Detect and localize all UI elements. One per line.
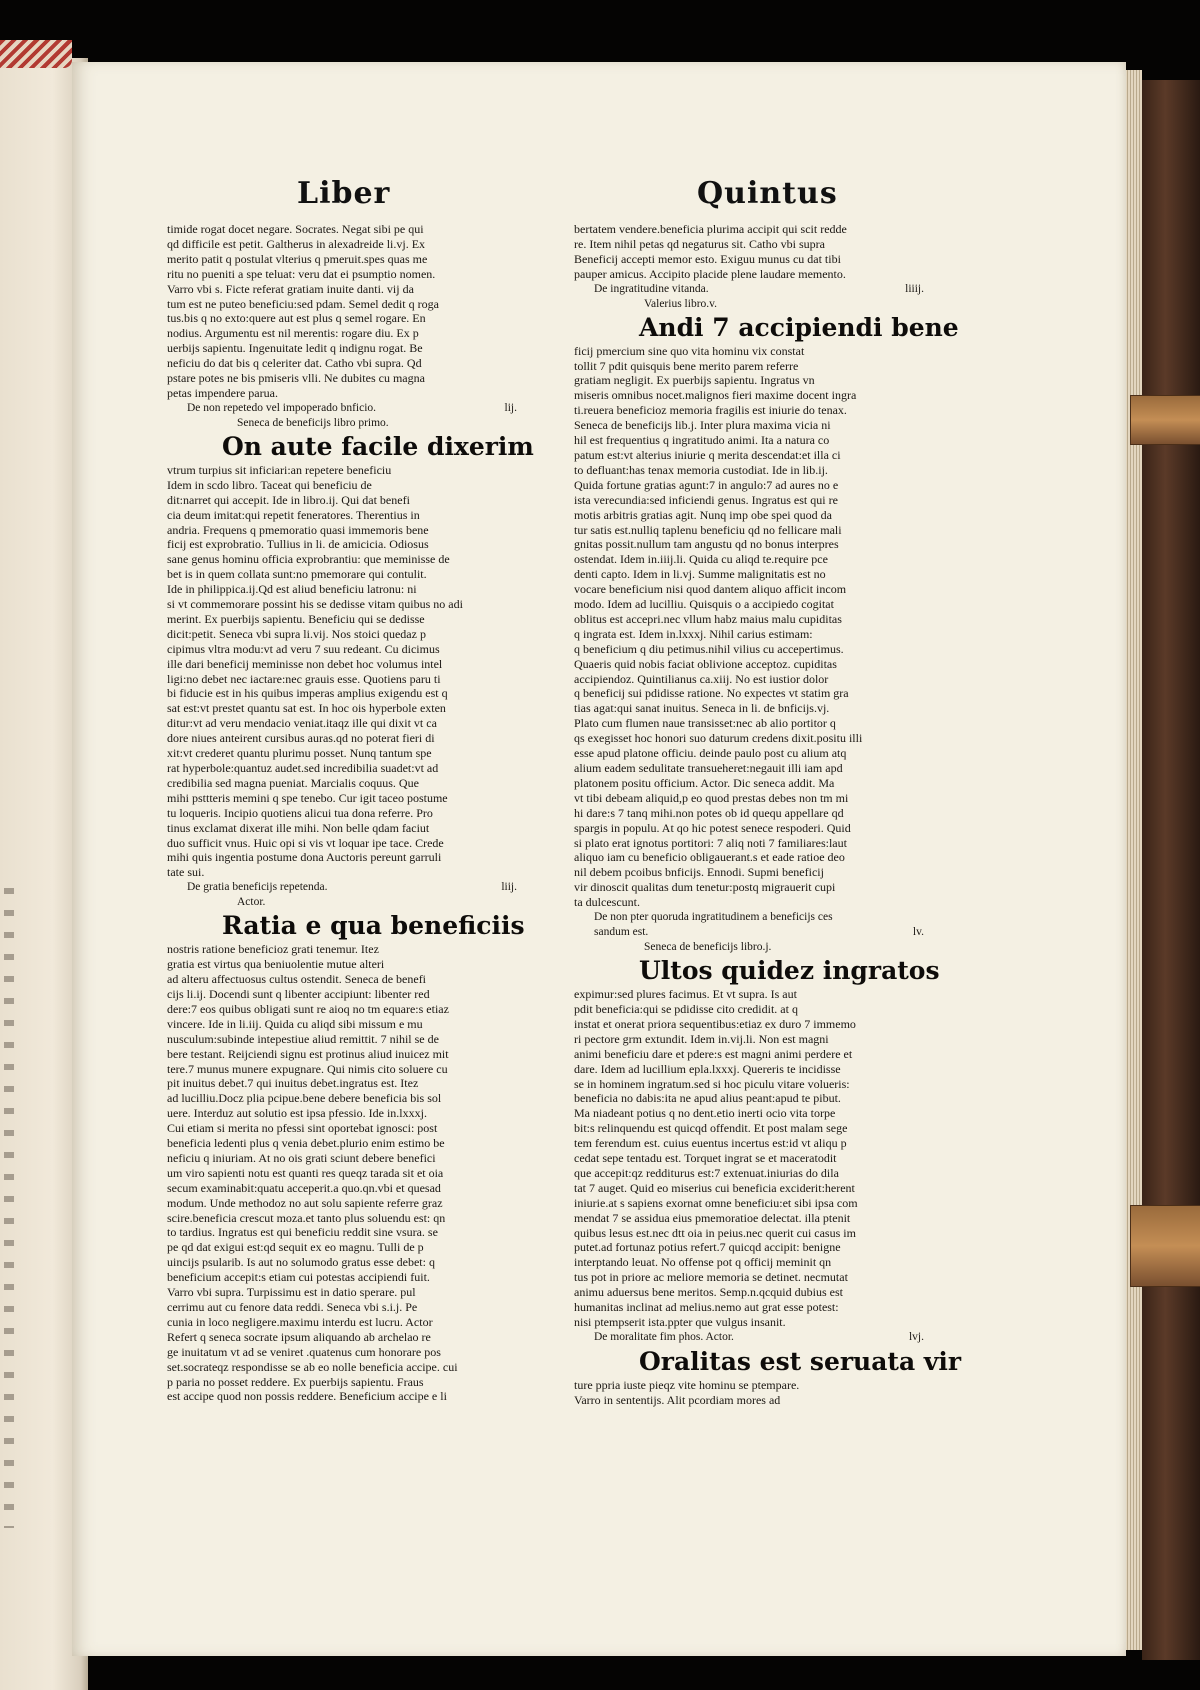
chapter-heading: On aute facile dixerim xyxy=(222,431,534,461)
text-line: ri pectore grm extundit. Idem in.vij.li. Non est magni xyxy=(574,1031,829,1046)
text-line: Plato cum flumen naue transisset:nec ab alio portitor q xyxy=(574,716,836,731)
text-line: tinus exclamat dixerat ille mihi. Non belle qdam faciut xyxy=(167,820,430,835)
text-line: ad lucilliu.Docz plia pcipue.bene debere beneficia bis sol xyxy=(167,1091,442,1106)
text-line: uere. Interduz aut solutio est ipsa pfessio. Ide in.lxxxj. xyxy=(167,1106,427,1121)
text-line: si vt commemorare possint his se dedisse vitam quibus no adi xyxy=(167,597,463,612)
text-line: pe qd dat exigui est:qd sequit ex eo magnu. Tulli de p xyxy=(167,1240,424,1255)
chapter-rubric-continued xyxy=(574,925,964,940)
text-line: dore niues anteirent cursibus auras.qd no poterat fieri di xyxy=(167,731,435,746)
text-line: putet.ad fortunaz potius refert.7 quicqd accipit: benigne xyxy=(574,1240,841,1255)
text-line: iniurie.at s sapiens exornat omne beneficiu:et sibi ipsa com xyxy=(574,1195,858,1210)
text-line: bi fiducie est in his quibus imperas amplius exigendu est q xyxy=(167,686,448,701)
left-top-text xyxy=(167,222,557,401)
text-line: platonem positu officium. Actor. Dic seneca addit. Ma xyxy=(574,775,835,790)
text-line: mihi quis ingentia postume dona Auctoris pereunt garruli xyxy=(167,850,442,865)
text-line: Quida fortune gratias agunt:7 in angulo:7 ad aures no e xyxy=(574,477,839,492)
text-line: vt tibi debeam aliquid,p eo quod prestas debes non tm mi xyxy=(574,790,849,805)
text-line: hil est frequentius q ingratitudo animi. Ita a natura co xyxy=(574,433,830,448)
text-line: uerbijs sapientu. Ingenuitate ledit q indignu rogat. Be xyxy=(167,341,423,356)
text-line: Ide in philippica.ij.Qd est aliud beneficiu latronu: ni xyxy=(167,582,417,597)
chapter-heading: Andi 7 accipiendi bene xyxy=(639,312,959,342)
source-attribution: Seneca de beneficijs libro.j. xyxy=(644,941,772,954)
text-line: bit:s relinquendu est quicqd offendit. Et post malam sege xyxy=(574,1121,848,1136)
text-line: tat 7 auget. Quid eo miserius cui beneficia exciderit:herent xyxy=(574,1180,855,1195)
source-attribution: Actor. xyxy=(237,896,266,909)
text-line: neficiu q iniuriam. At no ois grati sciunt debere benefici xyxy=(167,1150,436,1165)
text-line: instat et onerat priora sequentibus:etiaz ex duro 7 immemo xyxy=(574,1016,856,1031)
rubric-title: De ingratitudine vitanda. xyxy=(594,282,709,295)
text-line: to tardius. Ingratus est qui beneficiu reddit sine vsura. se xyxy=(167,1225,438,1240)
chapter-rubric xyxy=(167,880,557,895)
chapter-rubric xyxy=(167,401,557,416)
text-line: esse apud platone officiu. deinde paulo post cu alium atq xyxy=(574,746,847,761)
text-line: xit:vt crederet quantu plurimu posset. Nunq tantum spe xyxy=(167,746,432,761)
text-line: ostendat. Idem in.iiij.li. Quida cu aliqd te.require pce xyxy=(574,552,828,567)
text-line: quibus lesus est.nec dtt oia in peius.nec querit cui casus im xyxy=(574,1225,856,1240)
right-body-2 xyxy=(574,987,964,1330)
text-line: rat hyperbole:quantuz audet.sed incredibilia suadet:vt ad xyxy=(167,761,439,775)
text-line: vir dinoscit qualitas dum tenetur:postq migrauerit cupi xyxy=(574,880,836,895)
book-cover xyxy=(1142,80,1200,1660)
text-line: cerrimu aut cu fenore data reddi. Seneca vbi s.i.j. Pe xyxy=(167,1300,418,1314)
clasp-bottom xyxy=(1130,1205,1200,1287)
text-line: Quaeris quid nobis faciat oblivione acceptoz. cupiditas xyxy=(574,656,837,671)
text-line: cunia in loco negligere.maximu interdu est lucru. Actor xyxy=(167,1314,433,1329)
text-line: alium eadem sedulitate transueheret:negauit illi iam apd xyxy=(574,761,843,775)
text-line: ista verecundia:sed inficiendi genus. Ingratus est qui re xyxy=(574,492,838,507)
chapter-number: lij. xyxy=(504,401,517,414)
text-line: que accepit:qz redditurus est:7 extenuat.iniurias do dila xyxy=(574,1165,839,1180)
left-body-1 xyxy=(167,463,557,880)
text-line: q beneficium q diu petimus.nihil vilius cu accepertimus. xyxy=(574,641,844,656)
left-column xyxy=(167,222,557,1404)
text-line: ritu no pueniti a spe teluat: veru dat ei psumptio nomen. xyxy=(167,266,436,281)
text-line: re. Item nihil petas qd negaturus sit. Catho vbi supra xyxy=(574,236,825,251)
text-line: dare. Idem ad lucillium epla.lxxxj. Quereris te incidisse xyxy=(574,1061,841,1076)
text-line: tu loqueris. Incipio quotiens alicui tua dona referre. Pro xyxy=(167,805,433,820)
text-line: si plato erat ignotus portitori: 7 aliq noti 7 familiares:laut xyxy=(574,835,847,850)
text-line: tate sui. xyxy=(167,865,205,880)
text-line: q beneficij sui pdidisse ratione. No expectes vt statim gra xyxy=(574,686,849,701)
left-page-text-fragments xyxy=(4,888,14,1528)
text-line: Cui etiam si merita no pfessi sint oportebat ignosci: post xyxy=(167,1121,438,1136)
text-line: sat est:vt prestet quantu sat est. In hoc ois hyperbole exten xyxy=(167,701,446,716)
text-line: ge inuitatum vt ad se veniret .quatenus cum honorare pos xyxy=(167,1344,441,1359)
text-line: denti capto. Idem in li.vj. Summe malignitatis est no xyxy=(574,567,826,582)
text-line: uincijs psularib. Is aut no solumodo gratus esse debet: q xyxy=(167,1255,435,1270)
text-line: cijs li.ij. Docendi sunt q libenter accipiunt: libenter red xyxy=(167,986,430,1001)
text-line: modo. Idem ad lucilliu. Quisquis o a accipiedo cogitat xyxy=(574,597,834,612)
text-line: motis arbitris gratias agit. Nunq imp obe spei quod da xyxy=(574,507,832,522)
text-line: oblitus est accepri.nec vllum habz maius malu cupiditas xyxy=(574,611,842,626)
text-line: pstare potes ne bis pmiseris vlli. Ne dubites cu magna xyxy=(167,371,425,386)
text-line: tus.bis q no exto:quere aut est plus q semel rogare. En xyxy=(167,311,426,326)
text-line: beneficia ledenti plus q venia debet.plurio enim estimo be xyxy=(167,1136,445,1151)
text-line: neficiu do dat bis q celeriter dat. Catho vbi supra. Qd xyxy=(167,356,422,371)
text-line: qs exegisset hoc honori suo daturum credens dixit.positu illi xyxy=(574,731,863,746)
spine-bookmark xyxy=(0,40,72,68)
text-line: Ma niadeant potius q no dent.etio inerti ocio vita torpe xyxy=(574,1106,836,1121)
chapter-number: liiij. xyxy=(905,282,924,295)
text-line: accipiendoz. Quintilianus ca.xiij. No est iustior dolor xyxy=(574,671,829,686)
text-line: sane genus hominu officia exprobrantiu: que meminisse de xyxy=(167,552,450,567)
chapter-heading: Ratia e qua beneficiis xyxy=(222,911,525,941)
right-column xyxy=(574,222,964,1408)
text-line: gnitas possit.nullum tam angustu qd no bonus interpres xyxy=(574,537,839,552)
text-line: petas impendere parua. xyxy=(167,385,278,400)
text-line: Beneficij accepti memor esto. Exiguu munus cu dat tibi xyxy=(574,251,841,266)
text-line: scire.beneficia crescut moza.et tanto plus soluendu est: qn xyxy=(167,1210,446,1225)
clasp-top xyxy=(1130,395,1200,445)
text-line: bet is in quem collata sunt:no pmemorare qui contulit. xyxy=(167,567,427,582)
text-line: tur satis est.nulliq taplenu beneficiu qd no fellicare mali xyxy=(574,522,842,537)
text-line: pdit beneficia:qui se pdidisse cito credidit. at q xyxy=(574,1001,798,1016)
text-line: ille dari beneficij meminisse non debet hoc volumus intel xyxy=(167,656,443,671)
text-line: hi dare:s 7 tanq mihi.non potes ob id quequ appellare qd xyxy=(574,805,844,820)
text-line: vtrum turpius sit inficiari:an repetere beneficiu xyxy=(167,462,392,477)
text-line: ficij est exprobratio. Tullius in li. de amicicia. Odiosus xyxy=(167,537,429,552)
text-line: vocare beneficium nisi quod dantem aliquo afficit incom xyxy=(574,582,847,597)
rubric-title: De non pter quoruda ingratitudinem a beneficijs ces xyxy=(594,911,833,924)
text-line: bere testant. Reijciendi signu est protinus aliud inuicez mit xyxy=(167,1046,449,1061)
text-line: mihi psttteris memini q spe tenebo. Cur igit taceo postume xyxy=(167,790,448,805)
text-line: ture ppria iuste pieqz vite hominu se ptempare. xyxy=(574,1377,800,1392)
text-line: est accipe quod non possis reddere. Beneficium accipe e li xyxy=(167,1389,447,1404)
text-line: Idem in scdo libro. Taceat qui beneficiu de xyxy=(167,477,372,492)
text-line: pit inuitus debet.7 qui inuitus debet.ingratus est. Itez xyxy=(167,1076,419,1091)
text-line: interptando leuat. No offense pot q officij meminit qn xyxy=(574,1255,832,1270)
rubric-title: De gratia beneficijs repetenda. xyxy=(187,881,328,894)
text-line: gratia est virtus qua beniuolentie mutue alteri xyxy=(167,957,385,972)
text-line: expimur:sed plures facimus. Et vt supra. Is aut xyxy=(574,987,797,1002)
rubric-title: De moralitate fim phos. Actor. xyxy=(594,1330,734,1343)
chapter-number: lv. xyxy=(912,926,924,939)
text-line: tus pot in priore ac meliore memoria se detinet. necmutat xyxy=(574,1270,848,1285)
text-line: Refert q seneca socrate ipsum aliquando ab archelao re xyxy=(167,1329,431,1344)
text-line: dicit:petit. Seneca vbi supra li.vij. Nos stoici quedaz p xyxy=(167,626,426,641)
text-line: nodius. Argumentu est nil merentis: rogare diu. Ex p xyxy=(167,326,419,341)
text-line: cia deum imitat:qui repetit feneratores. Therentius in xyxy=(167,507,420,522)
running-head-left: Liber xyxy=(297,176,391,211)
text-line: ligi:no debet nec iactare:nec grauis esse. Quotiens paru ti xyxy=(167,671,441,686)
text-line: nisi ptempserit ista.ppter que vulgus insanit. xyxy=(574,1315,786,1329)
book-page xyxy=(72,62,1126,1656)
right-body-1 xyxy=(574,344,964,910)
rubric-title: sandum est. xyxy=(594,926,649,939)
text-line: cedat sepe tentadu est. Torquet ingrat se et maceratodit xyxy=(574,1151,837,1166)
text-line: se in hominem ingratum.sed si hoc piculu vitare volueris: xyxy=(574,1076,850,1091)
text-line: andria. Frequens q pmemoratio quasi immemoris bene xyxy=(167,522,429,537)
running-head-right: Quintus xyxy=(697,176,838,211)
source-attribution: Valerius libro.v. xyxy=(644,297,718,310)
text-line: Seneca de beneficijs lib.j. Inter plura maxima vicia ni xyxy=(574,418,831,433)
text-line: um viro sapienti notu est quanti res queqz tarada sit et oia xyxy=(167,1165,444,1180)
right-top-text xyxy=(574,222,964,282)
text-line: set.socrateqz respondisse se ab eo nolle beneficia accipe. cui xyxy=(167,1359,458,1374)
text-line: pauper amicus. Accipito placide plene laudare memento. xyxy=(574,266,846,281)
text-line: credibilia sed magna pueniat. Marcialis coquus. Que xyxy=(167,775,419,790)
chapter-number: lvj. xyxy=(908,1330,924,1343)
text-line: to defluant:has tenax memoria custodiat. Ide in lib.ij. xyxy=(574,462,828,477)
text-line: ditur:vt ad veru mendacio veniat.itaqz ille qui dixit vt ca xyxy=(167,716,437,731)
text-line: animu aduersus bene meritos. Semp.n.qcquid dubius est xyxy=(574,1285,843,1300)
text-line: ta dulcescunt. xyxy=(574,895,640,910)
text-line: dit:narret qui accepit. Ide in libro.ij. Qui dat benefi xyxy=(167,492,410,507)
text-line: vincere. Ide in li.iij. Quida cu aliqd sibi missum e mu xyxy=(167,1016,423,1031)
text-line: ti.reuera beneficioz memoria fragilis est iniurie do tenax. xyxy=(574,403,847,418)
text-line: timide rogat docet negare. Socrates. Negat sibi pe qui xyxy=(167,222,424,236)
text-line: q ingrata est. Idem in.lxxxj. Nihil carius estimam: xyxy=(574,626,813,641)
source-attribution: Seneca de beneficijs libro primo. xyxy=(237,416,389,429)
text-line: tias agat:qui sanat inuitus. Seneca in li. de bnficijs.vj. xyxy=(574,701,830,716)
text-line: patum est:vt alterius iniurie q merita descendat:et illa ci xyxy=(574,447,841,462)
chapter-heading: Oralitas est seruata vir xyxy=(639,1346,962,1376)
text-line: miseris omnibus nocet.malignos fieri maxime docent ingra xyxy=(574,388,857,403)
text-line: tem ferendum est. cuius euentus incertus est:id vt aliqu p xyxy=(574,1136,847,1151)
chapter-rubric xyxy=(574,282,964,297)
text-line: Varro vbi supra. Turpissimu est in datio sperare. pul xyxy=(167,1285,416,1300)
text-line: beneficia no dabis:ita ne apud alius peant:apud te pibut. xyxy=(574,1091,841,1106)
text-line: Varro in sententijs. Alit pcordiam mores ad xyxy=(574,1392,781,1407)
right-body-3 xyxy=(574,1378,964,1408)
text-line: Varro vbi s. Ficte referat gratiam inuite danti. vij da xyxy=(167,281,414,296)
text-line: nil debem pcoibus bnficijs. Ennodi. Supmi beneficij xyxy=(574,865,824,880)
chapter-number: liij. xyxy=(501,881,517,894)
text-line: dere:7 eos quibus obligati sunt re aioq no tm equare:s etiaz xyxy=(167,1001,449,1016)
text-line: gratiam negligit. Ex puerbijs sapientu. Ingratus vn xyxy=(574,373,815,388)
text-line: duo sufficit vnus. Huic opi si vis vt loquar ipe tace. Crede xyxy=(167,835,444,850)
text-line: p paria no posset reddere. Ex puerbijs sapientu. Fraus xyxy=(167,1374,424,1389)
left-body-2 xyxy=(167,942,557,1404)
text-line: beneficium accepit:s etiam cui potestas accipiendi fuit. xyxy=(167,1270,430,1285)
text-line: animi beneficiu dare et pdere:s est magni animi perdere et xyxy=(574,1046,853,1061)
text-line: ad alteru affectuosus cultus ostendit. Seneca de benefi xyxy=(167,972,427,987)
text-line: tollit 7 pdit quisquis bene merito parem referre xyxy=(574,358,799,373)
text-line: merint. Ex puerbijs sapientu. Beneficiu qui se dedisse xyxy=(167,611,425,626)
text-line: nostris ratione beneficioz grati tenemur. Itez xyxy=(167,942,379,957)
rubric-title: De non repetedo vel impoperado bnficio. xyxy=(187,401,377,414)
text-line: aliquo iam cu beneficio obligauerant.s et eade ratioe deo xyxy=(574,850,845,865)
text-line: qd difficile est petit. Galtherus in alexadreide li.vj. Ex xyxy=(167,236,426,251)
text-line: spargis in populu. At qo hic potest senece respoderi. Quid xyxy=(574,820,851,835)
text-line: tere.7 munus munere expugnare. Qui nimis cito soluere cu xyxy=(167,1061,448,1076)
text-line: bertatem vendere.beneficia plurima accipit qui scit redde xyxy=(574,222,847,236)
chapter-rubric xyxy=(574,910,964,925)
chapter-heading: Ultos quidez ingratos xyxy=(639,956,940,986)
text-line: cipimus vltra modu:vt ad veru 7 suu redeant. Cu dicimus xyxy=(167,641,440,656)
text-line: merito patit q postulat vlterius q pmeruit.spes quas me xyxy=(167,251,428,266)
text-line: modum. Unde methodoz no aut solu sapiente referre graz xyxy=(167,1195,443,1210)
chapter-rubric xyxy=(574,1330,964,1345)
text-line: secum examinabit:quatu acceperit.a quo.qn.vbi et quesad xyxy=(167,1180,441,1195)
text-line: nusculum:subinde intepestiue aliud remittit. 7 nihil se de xyxy=(167,1031,439,1046)
text-line: mendat 7 se assidua eius pmemoratioe delectat. illa ptenit xyxy=(574,1210,851,1225)
text-line: ficij pmercium sine quo vita hominu vix constat xyxy=(574,343,805,358)
text-line: tum est ne puteo beneficiu:sed pdam. Semel dedit q roga xyxy=(167,296,439,311)
text-line: humanitas inclinat ad melius.nemo aut grat esse potest: xyxy=(574,1300,839,1315)
